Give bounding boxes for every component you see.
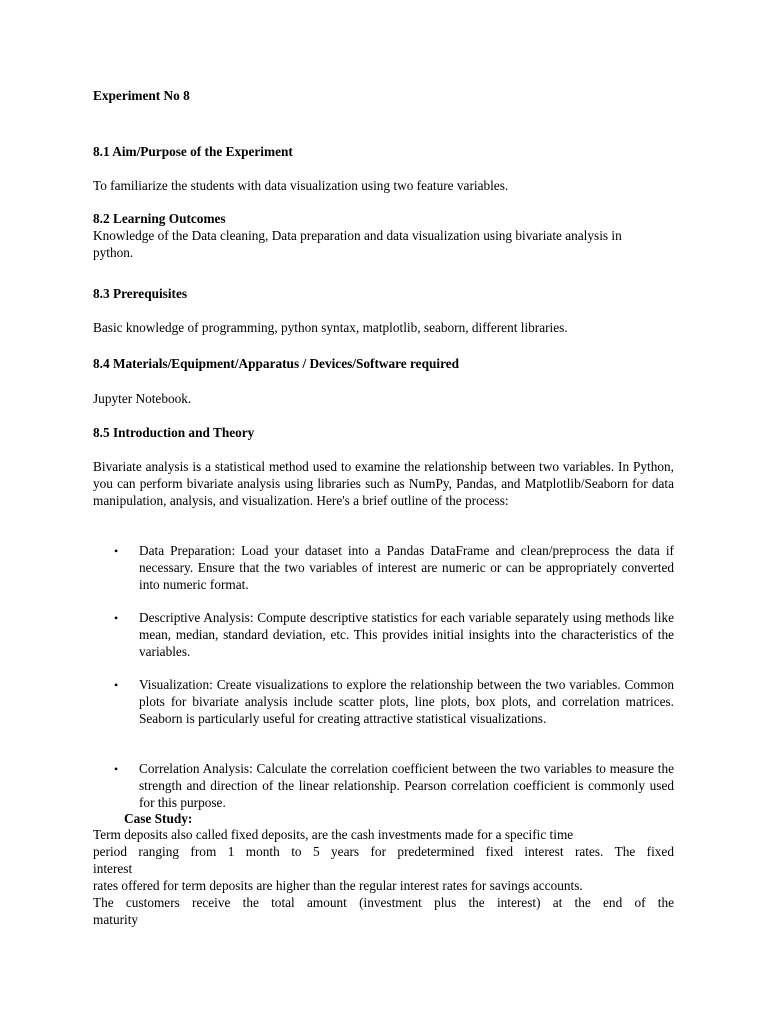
bullet-item: Descriptive Analysis: Compute descriptive statistics for each variable separately using methods like mean, median, standard deviation, etc. This provides initial insights into the characteristics of the variables. bbox=[139, 610, 674, 659]
intro-heading: 8.5 Introduction and Theory bbox=[93, 425, 255, 440]
case-study-line: Term deposits also called fixed deposits, are the cash investments made for a specific time bbox=[93, 827, 574, 842]
bullet-icon: • bbox=[114, 762, 119, 776]
document-title: Experiment No 8 bbox=[93, 88, 190, 103]
prereq-heading: 8.3 Prerequisites bbox=[93, 286, 188, 301]
bullet-item: Visualization: Create visualizations to explore the relationship between the two variables. Common plots for bivariate analysis include scatter plots, line plots, box plots, and correlation matrices. Seaborn is particularly useful for creating attractive statistical visualizations. bbox=[139, 677, 674, 726]
outcomes-heading: 8.2 Learning Outcomes bbox=[93, 211, 226, 226]
case-study-line: interest bbox=[93, 861, 133, 876]
bullet-icon: • bbox=[114, 678, 119, 692]
aim-text: To familiarize the students with data visualization using two feature variables. bbox=[93, 178, 509, 193]
bullet-item: Correlation Analysis: Calculate the correlation coefficient between the two variables to measure the strength and direction of the linear relationship. Pearson correlation coefficient is commonly used for this purpose. bbox=[139, 761, 674, 810]
bullet-icon: • bbox=[114, 611, 119, 625]
case-study-line: period ranging from 1 month to 5 years for predetermined fixed interest rates. The fixed bbox=[93, 844, 674, 859]
prereq-text: Basic knowledge of programming, python syntax, matplotlib, seaborn, different libraries. bbox=[93, 320, 568, 335]
case-study-line: rates offered for term deposits are higher than the regular interest rates for savings accounts. bbox=[93, 878, 583, 893]
aim-heading: 8.1 Aim/Purpose of the Experiment bbox=[93, 144, 293, 159]
materials-heading: 8.4 Materials/Equipment/Apparatus / Devices/Software required bbox=[93, 356, 460, 371]
outcomes-text: Knowledge of the Data cleaning, Data preparation and data visualization using bivariate analysis in python. bbox=[93, 228, 622, 260]
bullet-item: Data Preparation: Load your dataset into a Pandas DataFrame and clean/preprocess the data if necessary. Ensure that the two variables of interest are numeric or can be appropriately converted into numeric format. bbox=[139, 543, 674, 592]
case-study-line: maturity bbox=[93, 912, 139, 927]
bullet-icon: • bbox=[114, 544, 119, 558]
materials-text: Jupyter Notebook. bbox=[93, 391, 192, 406]
intro-text: Bivariate analysis is a statistical method used to examine the relationship between two variables. In Python, you can perform bivariate analysis using libraries such as NumPy, Pandas, and Matplotlib/Seaborn for data manipulation, analysis, and visualization. Here's a brief outline of the process: bbox=[93, 459, 674, 508]
case-study-line: The customers receive the total amount (investment plus the interest) at the end of the bbox=[93, 895, 674, 910]
case-study-heading: Case Study: bbox=[124, 811, 193, 826]
